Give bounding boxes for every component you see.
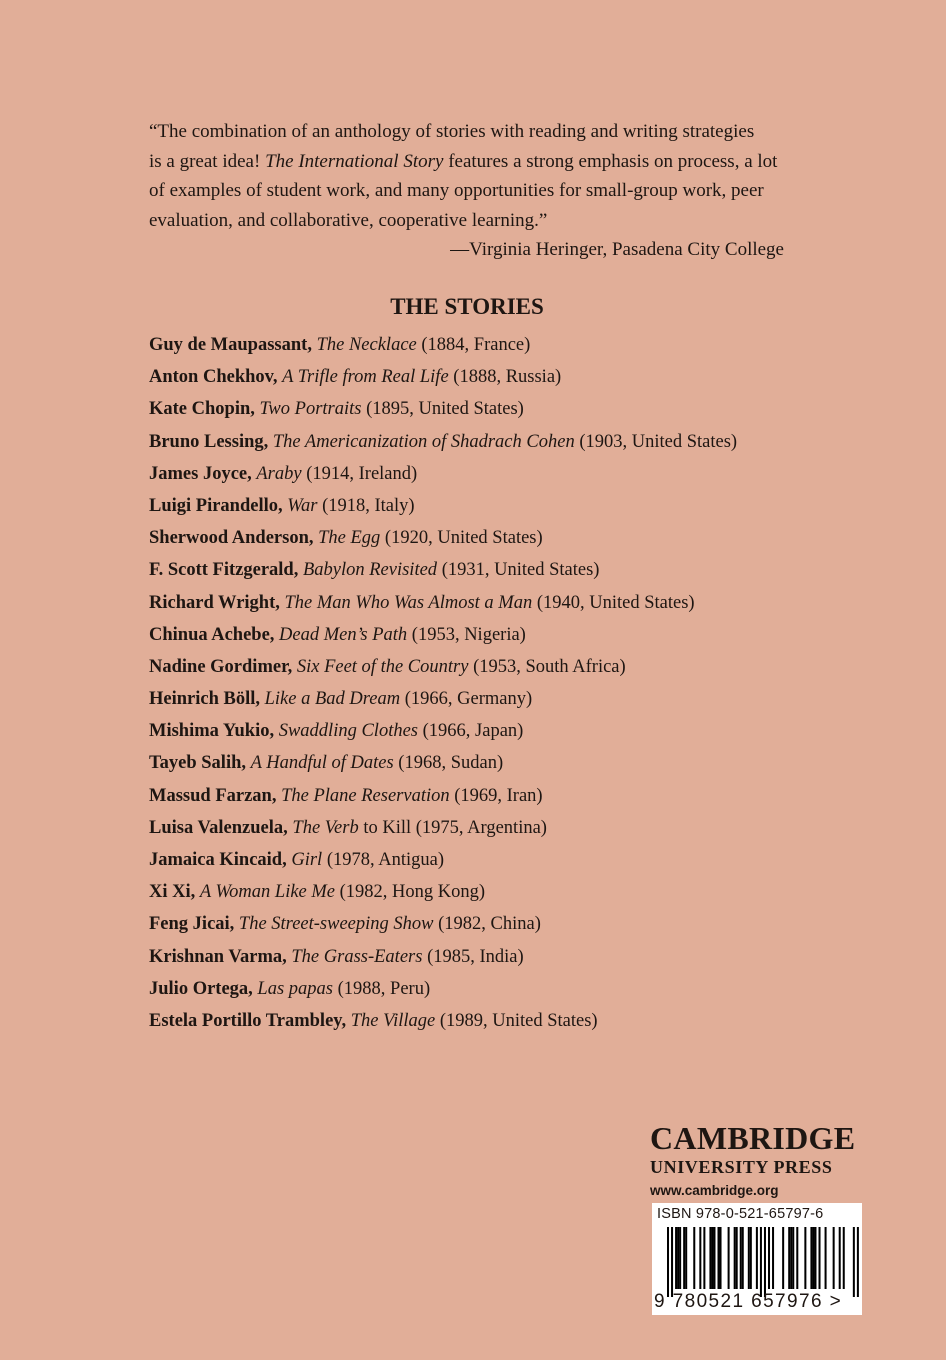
story-author: Jamaica Kincaid,	[149, 850, 287, 870]
story-author: Estela Portillo Trambley,	[149, 1010, 347, 1031]
story-author: Feng Jicai,	[149, 914, 235, 935]
barcode-bar	[810, 1227, 812, 1289]
story-item	[149, 974, 737, 1006]
story-item	[149, 942, 737, 974]
barcode-bar	[713, 1227, 715, 1289]
barcode-bar	[728, 1227, 730, 1289]
barcode-bar	[792, 1227, 794, 1289]
barcode-bar	[857, 1227, 859, 1297]
story-details: (1982, Hong Kong)	[339, 882, 486, 903]
quote-line-2-end: features a strong emphasis on process, a lot	[443, 150, 778, 172]
barcode-bar	[736, 1227, 738, 1289]
story-title: Babylon Revisited	[302, 560, 438, 581]
story-details: (1985, India)	[427, 946, 524, 967]
story-author: Guy de Maupassant,	[149, 335, 312, 355]
story-item	[149, 330, 737, 362]
barcode-bar	[711, 1227, 713, 1289]
barcode-bar	[734, 1227, 736, 1289]
story-details: (1953, Nigeria)	[411, 624, 526, 645]
barcode-bar	[790, 1227, 792, 1289]
story-author: Massud Farzan,	[149, 785, 277, 806]
story-details: (1918, Italy)	[322, 495, 415, 516]
story-details: (1966, Japan)	[422, 721, 524, 742]
story-title: War	[287, 495, 318, 516]
story-item	[149, 684, 737, 716]
story-details: (1989, United States)	[439, 1010, 598, 1031]
story-item	[149, 620, 737, 652]
story-author: Mishima Yukio,	[149, 721, 275, 742]
quote-line-2-start: is a great idea!	[149, 150, 266, 172]
barcode-bar	[683, 1227, 685, 1289]
barcode-bar	[768, 1227, 770, 1289]
barcode-bar	[718, 1227, 720, 1289]
publisher-name: CAMBRIDGE	[650, 1120, 856, 1156]
story-item	[149, 362, 737, 394]
quote-line-2	[149, 147, 789, 177]
publisher-logo	[650, 1120, 870, 1201]
barcode-bar	[772, 1227, 774, 1289]
story-author: Chinua Achebe,	[149, 624, 275, 645]
barcode-panel	[652, 1203, 862, 1315]
barcode-bar	[699, 1227, 701, 1289]
review-quote	[149, 117, 789, 235]
story-author: Luisa Valenzuela,	[149, 817, 288, 838]
story-details: (1903, United States)	[579, 431, 738, 452]
story-title: The Street-sweeping Show	[238, 914, 434, 935]
story-item	[149, 748, 737, 780]
story-details: (1884, France)	[421, 335, 531, 355]
story-title: A Trifle from Real Life	[282, 367, 449, 388]
barcode-bar	[814, 1227, 816, 1289]
story-details: (1888, Russia)	[453, 367, 562, 388]
story-details: (1895, United States)	[366, 399, 524, 420]
story-title: A Woman Like Me	[199, 882, 336, 903]
publisher-subtitle: UNIVERSITY PRESS	[650, 1157, 833, 1177]
story-details: (1969, Iran)	[454, 785, 543, 806]
book-title: The International Story	[265, 150, 444, 172]
isbn-label: ISBN 978-0-521-65797-6	[657, 1206, 824, 1222]
story-item	[149, 523, 737, 555]
story-item	[149, 716, 737, 748]
barcode-bar	[819, 1227, 821, 1289]
stories-list	[149, 330, 737, 1038]
barcode-bar	[760, 1227, 762, 1297]
story-author: James Joyce,	[149, 463, 252, 484]
barcode-bar	[740, 1227, 742, 1289]
barcode-bar	[667, 1227, 669, 1297]
story-details: (1920, United States)	[384, 528, 543, 549]
story-title: Dead Men’s Path	[279, 624, 408, 645]
quote-line-3: of examples of student work, and many opportunities for small-group work, peer	[149, 180, 764, 201]
quote-line-4: evaluation, and collaborative, cooperative learning.”	[149, 209, 548, 231]
barcode-bar	[675, 1227, 677, 1289]
story-title: The Egg	[318, 528, 381, 549]
story-details: (1982, China)	[438, 914, 541, 935]
story-title: Girl	[291, 850, 323, 870]
story-author: Sherwood Anderson,	[149, 528, 314, 549]
story-author: Tayeb Salih,	[149, 753, 246, 774]
story-author: Julio Ortega,	[149, 978, 253, 999]
story-title: The Grass-Eaters	[291, 946, 423, 967]
story-title: Like a Bad Dream	[264, 689, 401, 710]
story-title: Las papas	[257, 978, 333, 999]
story-item	[149, 427, 737, 459]
story-title: The Village	[350, 1010, 436, 1031]
story-details: (1988, Peru)	[337, 978, 431, 999]
story-item	[149, 588, 737, 620]
story-details: (1953, South Africa)	[473, 656, 626, 677]
barcode-bar	[782, 1227, 784, 1289]
barcode-bar	[742, 1227, 744, 1289]
barcode-bar	[679, 1227, 681, 1289]
story-item	[149, 459, 737, 491]
story-details: to Kill (1975, Argentina)	[363, 817, 547, 838]
barcode-bar	[796, 1227, 798, 1289]
story-author: F. Scott Fitzgerald,	[149, 560, 299, 581]
story-title: Swaddling Clothes	[278, 721, 418, 742]
story-details: (1978, Antigua)	[326, 850, 444, 870]
barcode-digits: 9 780521 657976 >	[654, 1291, 843, 1312]
story-author: Richard Wright,	[149, 592, 280, 613]
story-details: (1914, Ireland)	[306, 463, 418, 484]
story-title: A Handful of Dates	[250, 753, 394, 774]
story-title: The Necklace	[316, 335, 417, 355]
barcode-bar	[825, 1227, 827, 1289]
barcode-bar	[685, 1227, 687, 1289]
story-author: Nadine Gordimer,	[149, 656, 293, 677]
story-title: The Americanization of Shadrach Cohen	[272, 431, 575, 452]
story-item	[149, 652, 737, 684]
barcode-bar	[764, 1227, 766, 1297]
story-author: Heinrich Böll,	[149, 689, 260, 710]
story-title: The Man Who Was Almost a Man	[284, 592, 533, 613]
barcode-bar	[693, 1227, 695, 1289]
story-details: (1931, United States)	[441, 560, 600, 581]
story-author: Bruno Lessing,	[149, 431, 269, 452]
story-author: Krishnan Varma,	[149, 946, 287, 967]
barcode-bar	[804, 1227, 806, 1289]
barcode-bar	[677, 1227, 679, 1289]
story-title: The Verb	[292, 817, 359, 838]
barcode-bar	[671, 1227, 673, 1297]
story-item	[149, 781, 737, 813]
barcode-bar	[839, 1227, 841, 1289]
barcode-bar	[703, 1227, 705, 1289]
barcode-bar	[750, 1227, 752, 1289]
story-author: Luigi Pirandello,	[149, 495, 283, 516]
story-item	[149, 555, 737, 587]
barcode-bar	[853, 1227, 855, 1297]
story-details: (1966, Germany)	[404, 689, 533, 710]
story-item	[149, 491, 737, 523]
story-title: The Plane Reservation	[281, 785, 450, 806]
barcode-bar	[833, 1227, 835, 1289]
story-details: (1940, United States)	[536, 592, 695, 613]
story-author: Xi Xi,	[149, 882, 196, 903]
story-item	[149, 845, 737, 877]
barcode-bar	[720, 1227, 722, 1289]
story-item	[149, 909, 737, 941]
story-title: Araby	[256, 463, 302, 484]
quote-line-1: “The combination of an anthology of stories with reading and writing strategies	[149, 121, 755, 142]
story-author: Kate Chopin,	[149, 399, 255, 420]
barcode-bar	[788, 1227, 790, 1289]
story-title: Two Portraits	[259, 399, 362, 420]
barcode-bar	[812, 1227, 814, 1289]
barcode-bar	[843, 1227, 845, 1289]
barcode-bar	[709, 1227, 711, 1289]
story-item	[149, 394, 737, 426]
story-author: Anton Chekhov,	[149, 367, 278, 388]
barcode-bar	[756, 1227, 758, 1289]
stories-heading: THE STORIES	[390, 294, 544, 319]
story-item	[149, 813, 737, 845]
quote-attribution: —Virginia Heringer, Pasadena City College	[450, 239, 784, 260]
barcode-bar	[748, 1227, 750, 1289]
publisher-url: www.cambridge.org	[650, 1183, 779, 1198]
story-item	[149, 1006, 737, 1038]
story-details: (1968, Sudan)	[398, 753, 504, 774]
story-title: Six Feet of the Country	[296, 656, 469, 677]
story-item	[149, 877, 737, 909]
